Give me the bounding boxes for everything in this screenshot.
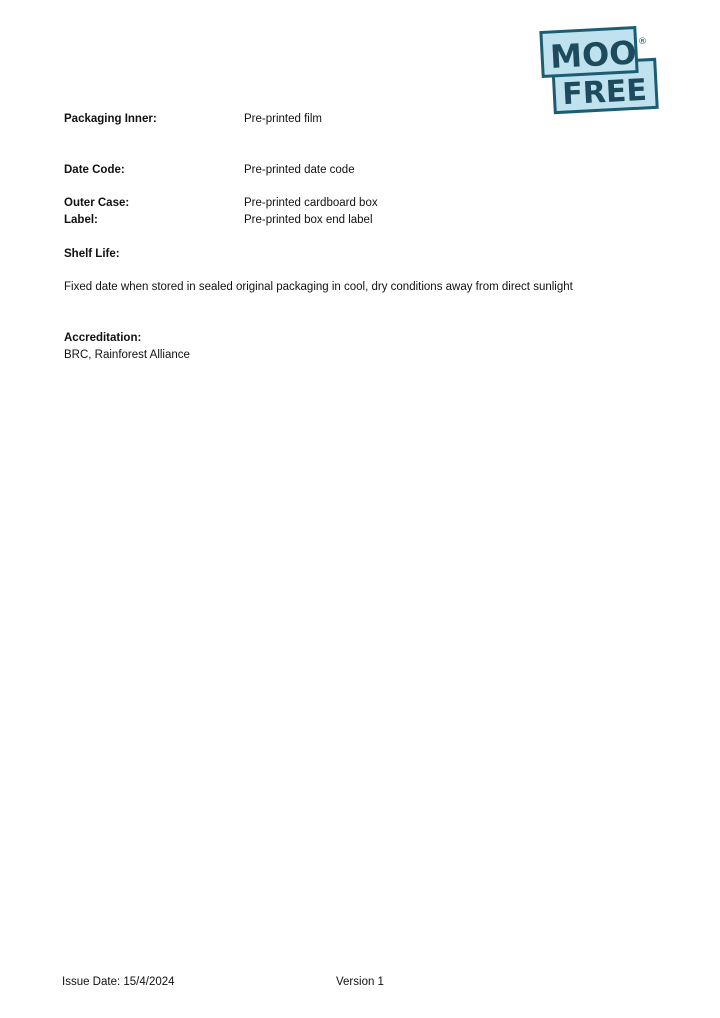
- logo-moo-text: MOO: [549, 33, 638, 77]
- date-code-label: Date Code:: [64, 164, 125, 176]
- date-code-value: Pre-printed date code: [244, 164, 355, 176]
- outer-case-value: Pre-printed cardboard box: [244, 197, 378, 209]
- case-label-label: Label:: [64, 214, 98, 226]
- shelf-life-label: Shelf Life:: [64, 248, 120, 260]
- logo-free-text: FREE: [561, 72, 648, 113]
- packaging-inner-value: Pre-printed film: [244, 113, 322, 125]
- accreditation-label: Accreditation:: [64, 332, 142, 344]
- version-label: Version 1: [336, 976, 384, 988]
- moo-free-logo: [538, 24, 662, 118]
- outer-case-label: Outer Case:: [64, 197, 130, 209]
- case-label-value: Pre-printed box end label: [244, 214, 373, 226]
- shelf-life-text: Fixed date when stored in sealed original packaging in cool, dry conditions away from direct sunlight: [64, 281, 573, 293]
- issue-date: Issue Date: 15/4/2024: [62, 976, 175, 988]
- accreditation-text: BRC, Rainforest Alliance: [64, 349, 190, 361]
- registered-mark: ®: [638, 37, 647, 47]
- packaging-inner-label: Packaging Inner:: [64, 113, 157, 125]
